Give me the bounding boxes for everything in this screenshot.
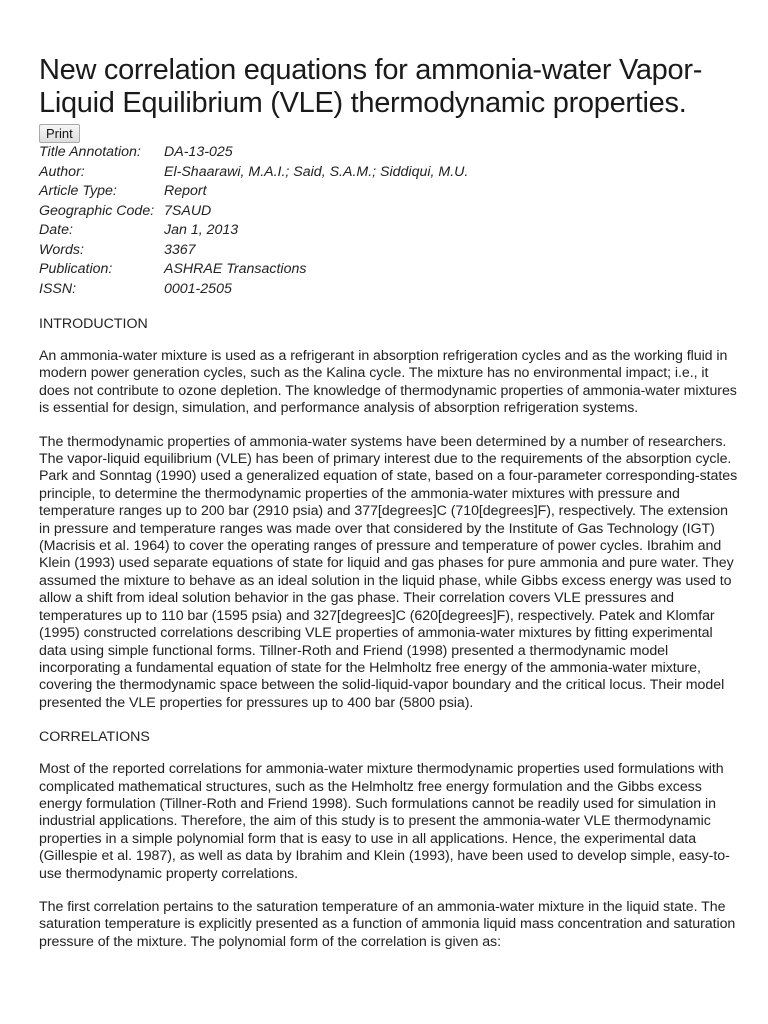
print-button[interactable]: Print xyxy=(39,124,80,143)
meta-value: DA-13-025 xyxy=(164,144,233,160)
meta-row xyxy=(39,202,468,222)
article-metadata xyxy=(39,143,468,299)
body-paragraph: The first correlation pertains to the saturation temperature of an ammonia-water mixture in the liquid state. The saturation temperature is explicitly presented as a function of ammonia liquid mass concentration and saturation pressure of the mixture. The polynomial form of the correlation is given as: xyxy=(39,898,736,950)
meta-key: Title Annotation: xyxy=(39,144,141,160)
meta-key: ISSN: xyxy=(39,280,77,297)
meta-value: Report xyxy=(164,183,207,199)
meta-key: Date: xyxy=(39,222,73,238)
meta-row xyxy=(39,280,468,300)
body-paragraph: The thermodynamic properties of ammonia-water systems have been determined by a number of researchers. The vapor-liquid equilibrium (VLE) has been of primary interest due to the requirements of the absorption cycle. Park and Sonntag (1990) used a generalized equation of state, based on a four-parameter corresponding-states principle, to determine the thermodynamic properties of the ammonia-water mixtures with pressure and temperature ranges up to 200 bar (2910 psia) and 377[degrees]C (710[degrees]F), respectively. The extension in pressure and temperature ranges was made over that considered by the Institute of Gas Technology (IGT) (Macrisis et al. 1964) to cover the operating ranges of pressure and temperature of power cycles. Ibrahim and Klein (1993) used separate equations of state for liquid and gas phases for pure ammonia and pure water. They assumed the mixture to behave as an ideal solution in the liquid phase, while Gibbs excess energy was used to allow a shift from ideal solution behavior in the gas phase. Their correlation covers VLE pressures and temperatures up to 110 bar (1595 psia) and 327[degrees]C (620[degrees]F), respectively. Patek and Klomfar (1995) constructed correlations describing VLE properties of ammonia-water mixtures by fitting experimental data using simple functional forms. Tillner-Roth and Friend (1998) presented a thermodynamic model incorporating a fundamental equation of state for the Helmholtz free energy of the ammonia-water mixture, covering the thermodynamic space between the solid-liquid-vapor boundary and the critical locus. Their model presented the VLE properties for pressures up to 400 bar (5800 psia). xyxy=(39,433,738,711)
meta-value: ASHRAE Transactions xyxy=(164,261,307,277)
meta-value: 3367 xyxy=(164,241,196,258)
body-paragraph: An ammonia-water mixture is used as a refrigerant in absorption refrigeration cycles and as the working fluid in modern power generation cycles, such as the Kalina cycle. The mixture has no environmental impact; i.e., it does not contribute to ozone depletion. The knowledge of thermodynamic properties of ammonia-water mixtures is essential for design, simulation, and performance analysis of absorption refrigeration systems. xyxy=(39,348,737,417)
body-paragraph: Most of the reported correlations for ammonia-water mixture thermodynamic properties used formulations with complicated mathematical structures, such as the Helmholtz free energy formulation and the Gibbs excess energy formulation (Tillner-Roth and Friend 1998). Such formulations cannot be readily used for simulation in industrial applications. Therefore, the aim of this study is to present the ammonia-water VLE thermodynamic properties in a simple polynomial form that is easy to use in all applications. Hence, the experimental data (Gillespie et al. 1987), as well as data by Ibrahim and Klein (1993), have been used to develop simple, easy-to-use thermodynamic property correlations. xyxy=(39,761,730,882)
meta-row xyxy=(39,163,468,183)
meta-key: Words: xyxy=(39,241,84,258)
meta-value: Jan 1, 2013 xyxy=(164,222,239,238)
meta-row xyxy=(39,182,468,202)
meta-value: 7SAUD xyxy=(164,202,212,219)
meta-key: Geographic Code: xyxy=(39,202,155,219)
meta-value: El-Shaarawi, M.A.I.; Said, S.A.M.; Siddiqui, M.U. xyxy=(164,163,469,180)
meta-key: Article Type: xyxy=(39,183,117,199)
meta-row xyxy=(39,260,468,280)
meta-key: Publication: xyxy=(39,261,113,277)
meta-row xyxy=(39,241,468,261)
meta-row xyxy=(39,221,468,241)
article-title: New correlation equations for ammonia-water Vapor-Liquid Equilibrium (VLE) thermodynamic properties. xyxy=(39,54,703,119)
section-heading-correlations: CORRELATIONS xyxy=(39,729,150,746)
meta-row xyxy=(39,143,468,163)
section-heading-introduction: INTRODUCTION xyxy=(39,316,148,332)
meta-key: Author: xyxy=(39,163,85,180)
meta-value: 0001-2505 xyxy=(164,280,232,297)
